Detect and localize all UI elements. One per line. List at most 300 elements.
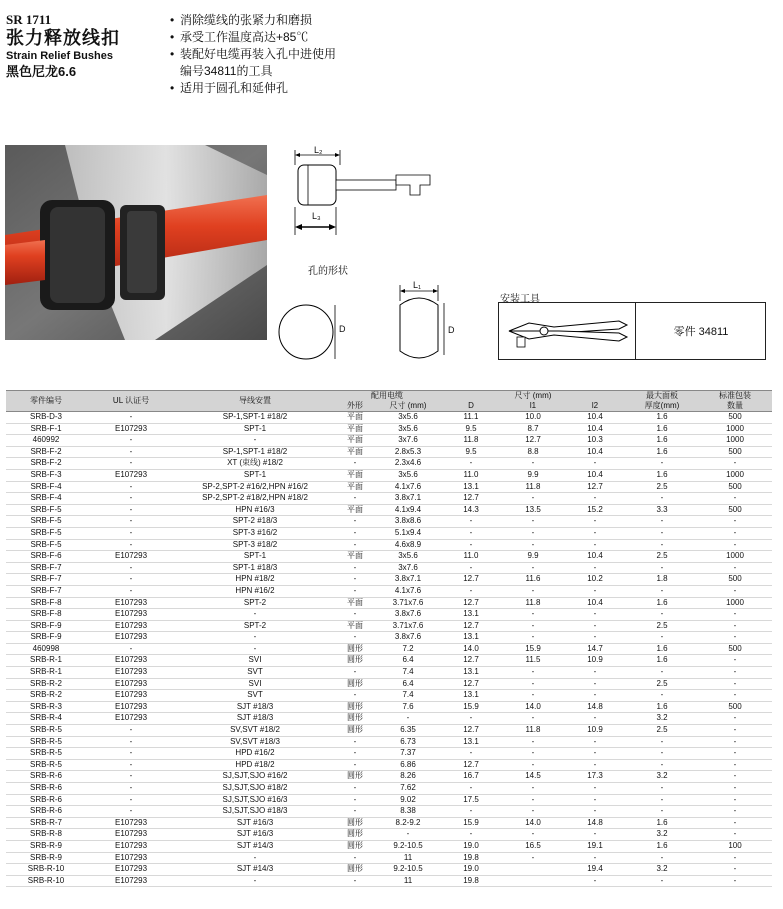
cell-size: 3x5.6 — [398, 551, 418, 561]
cell-part-no: SRB-R-10 — [27, 864, 65, 874]
cell-wire: SPT-1 — [243, 423, 267, 433]
col-header-part-no: 零件编号 — [6, 391, 86, 412]
cell-wire: SVT — [247, 667, 263, 677]
table-row — [6, 794, 772, 806]
table-row — [6, 620, 772, 632]
cell-wire: SPT-2 — [243, 597, 267, 607]
cell-dim-d: - — [469, 806, 473, 816]
cell-dim-d: 12.7 — [463, 493, 479, 503]
cell-max-panel: - — [660, 748, 664, 758]
tool-part-number: 零件 34811 — [673, 326, 729, 338]
cell-size: 11 — [403, 852, 413, 862]
cell-part-no: SRB-R-6 — [29, 783, 62, 792]
cell-max-panel: - — [660, 736, 664, 746]
cell-max-panel: - — [660, 852, 664, 862]
cell-max-panel: 1.6 — [656, 412, 668, 421]
cell-size: 6.4 — [402, 655, 414, 665]
cell-max-panel: 2.5 — [656, 678, 668, 688]
cell-dim-d: 11.1 — [463, 412, 479, 421]
cell-wire: SPT-1 — [243, 551, 267, 561]
col-header-cable-group: 配用电缆 — [334, 391, 440, 402]
cell-pack-qty: - — [733, 527, 737, 537]
cell-ul-no: - — [129, 458, 133, 468]
cell-dim-l1 — [502, 864, 564, 876]
cell-dim-d: 19.8 — [463, 875, 479, 885]
cell-dim-l1: - — [531, 527, 535, 537]
cell-shape: - — [353, 736, 357, 746]
cell-dim-l1: 15.9 — [525, 643, 541, 653]
cell-size: 5.1x9.4 — [394, 527, 422, 537]
cell-dim-d: 19.0 — [463, 864, 479, 874]
cell-shape: 平面 — [347, 435, 363, 445]
product-photo — [5, 145, 267, 340]
cell-shape: - — [353, 852, 357, 862]
cell-part-no: 460992 — [32, 435, 60, 445]
series-code: SR 1711 — [6, 12, 52, 27]
cell-wire: SP-1,SPT-1 #18/2 — [222, 412, 288, 421]
table-row — [6, 713, 772, 725]
cell-size: 3.8x7.6 — [394, 632, 422, 642]
cell-wire: SJT #18/3 — [236, 701, 274, 711]
cell-dim-d: 9.5 — [465, 446, 477, 456]
cell-ul-no: E107293 — [114, 840, 148, 850]
cell-max-panel: - — [660, 458, 664, 468]
cell-size: 7.6 — [402, 701, 414, 711]
cell-max-panel: 1.6 — [656, 701, 668, 711]
cell-wire: XT (束线) #18/2 — [227, 458, 283, 468]
cell-dim-l1: 10.0 — [525, 412, 541, 421]
table-row — [6, 412, 772, 424]
cell-shape: - — [353, 516, 357, 526]
cell-size: 9.2-10.5 — [393, 840, 423, 850]
cell-max-panel: 1.6 — [656, 597, 668, 607]
cell-wire: SPT-1 — [243, 469, 267, 479]
cell-size: 2.8x5.3 — [394, 446, 422, 456]
cell-dim-l1: 13.5 — [525, 504, 541, 514]
cell-dim-l1: 8.7 — [527, 423, 539, 433]
cell-max-panel: - — [660, 609, 664, 619]
cell-shape: - — [353, 794, 357, 804]
cell-dim-l1: - — [531, 794, 535, 804]
cell-dim-l2: 10.4 — [587, 469, 603, 479]
cell-dim-l2: - — [593, 609, 597, 619]
tool-label: 安装工具 — [500, 294, 540, 305]
cell-dim-d: 12.7 — [463, 678, 479, 688]
cell-shape: 平面 — [347, 504, 363, 514]
cell-shape: 圆形 — [347, 701, 363, 711]
cell-size: 7.2 — [402, 643, 414, 653]
cell-pack-qty: - — [733, 748, 737, 758]
cell-wire: - — [253, 435, 257, 445]
cell-part-no: SRB-R-2 — [29, 678, 62, 688]
cell-dim-l2: - — [593, 736, 597, 746]
cell-ul-no: - — [129, 759, 133, 769]
cell-wire: SPT-2 — [243, 620, 267, 630]
feature-item: • 承受工作温度高达+85℃ — [170, 29, 336, 46]
round-hole-diagram — [278, 300, 353, 365]
cell-ul-no: - — [129, 527, 133, 537]
cell-ul-no: E107293 — [114, 829, 148, 839]
table-row — [6, 574, 772, 586]
cell-max-panel: 2.5 — [656, 481, 668, 491]
cell-ul-no: - — [129, 539, 133, 549]
col-header-pack-unit: 数量 — [698, 401, 772, 412]
cell-max-panel: 2.5 — [656, 620, 668, 630]
cell-size: - — [406, 829, 410, 839]
table-row — [6, 527, 772, 539]
cell-ul-no: E107293 — [114, 690, 148, 700]
cell-dim-l2: - — [593, 783, 597, 792]
cell-dim-l2: - — [593, 759, 597, 769]
material-label: 黑色尼龙6.6 — [6, 64, 77, 79]
cell-dim-d: - — [469, 585, 473, 595]
cell-dim-l2: 10.9 — [587, 725, 603, 735]
cell-wire: SJT #14/3 — [236, 840, 274, 850]
cell-wire: - — [253, 875, 257, 885]
cell-part-no: SRB-F-2 — [30, 458, 62, 468]
product-title-cn: 张力释放线扣 — [6, 28, 120, 48]
cell-size: 3.71x7.6 — [392, 620, 424, 630]
cell-dim-l1: - — [531, 736, 535, 746]
cell-dim-d: - — [469, 516, 473, 526]
cell-pack-qty: 1000 — [726, 551, 744, 561]
cell-size: 7.62 — [400, 783, 416, 792]
cell-dim-d: 9.5 — [465, 423, 477, 433]
cell-dim-l2: - — [593, 516, 597, 526]
spec-table-body — [6, 412, 772, 887]
cell-ul-no: E107293 — [114, 817, 148, 827]
cell-shape: 圆形 — [347, 678, 363, 688]
cell-dim-l2: - — [593, 875, 597, 885]
cell-pack-qty: - — [733, 852, 737, 862]
cell-dim-d: - — [469, 829, 473, 839]
cell-wire: - — [253, 632, 257, 642]
table-row — [6, 423, 772, 435]
cell-wire: SVI — [248, 678, 262, 688]
cell-dim-l1: 14.0 — [525, 817, 541, 827]
cell-wire: SJ,SJT,SJO #16/2 — [222, 771, 288, 781]
cell-dim-d: - — [469, 783, 473, 792]
cell-part-no: SRB-R-3 — [29, 701, 62, 711]
cell-part-no: SRB-F-2 — [30, 446, 62, 456]
cell-part-no: SRB-F-5 — [30, 504, 62, 514]
cell-part-no: SRB-R-1 — [29, 667, 62, 677]
cell-part-no: SRB-F-4 — [30, 481, 62, 491]
cell-part-no: SRB-F-5 — [30, 516, 62, 526]
cell-wire: SJT #14/3 — [236, 864, 274, 874]
cell-size: 3x7.6 — [398, 435, 418, 445]
cell-max-panel: 1.6 — [656, 840, 668, 850]
cell-pack-qty: - — [733, 736, 737, 746]
cell-size: 9.2-10.5 — [393, 864, 423, 874]
cell-dim-l1: 16.5 — [525, 840, 541, 850]
table-row — [6, 759, 772, 771]
cell-dim-l2: 10.4 — [587, 412, 603, 421]
cell-part-no: SRB-R-9 — [29, 840, 62, 850]
cell-size: 7.37 — [400, 748, 416, 758]
dim-l1-label: L₁ — [413, 280, 422, 290]
cell-part-no: SRB-R-10 — [27, 875, 65, 885]
cell-shape: - — [353, 875, 357, 885]
product-header — [6, 12, 166, 81]
cell-size: 4.1x9.4 — [394, 504, 422, 514]
table-row — [6, 655, 772, 667]
cell-dim-l2: - — [593, 678, 597, 688]
cell-part-no: SRB-F-8 — [30, 597, 62, 607]
cell-wire: SPT-2 #18/3 — [232, 516, 278, 526]
cell-shape: 圆形 — [347, 725, 363, 735]
table-row — [6, 736, 772, 748]
cell-wire: SJ,SJT,SJO #18/2 — [222, 783, 288, 792]
cell-dim-l2: 15.2 — [587, 504, 603, 514]
cell-max-panel: - — [660, 585, 664, 595]
cell-pack-qty: - — [733, 817, 737, 827]
cell-size: 3.8x7.6 — [394, 609, 422, 619]
table-row — [6, 840, 772, 852]
col-header-max-panel: 最大面板 — [626, 391, 698, 402]
cell-dim-l2: 10.4 — [587, 597, 603, 607]
cell-ul-no: - — [129, 412, 133, 421]
cell-pack-qty: 100 — [728, 840, 742, 850]
cell-size: 6.86 — [400, 759, 416, 769]
cell-max-panel: 3.2 — [656, 771, 668, 781]
cell-shape: - — [353, 458, 357, 468]
cell-max-panel: 1.6 — [656, 643, 668, 653]
cell-shape: 圆形 — [347, 840, 363, 850]
cell-pack-qty: - — [733, 875, 737, 885]
cell-dim-d: 13.1 — [463, 609, 479, 619]
cell-dim-l2: 14.8 — [587, 701, 603, 711]
cell-dim-l2: 10.4 — [587, 446, 603, 456]
cell-part-no: SRB-F-7 — [30, 574, 62, 584]
cell-shape: 平面 — [347, 412, 363, 421]
cell-wire: SJT #16/3 — [236, 817, 274, 827]
cell-shape: - — [353, 759, 357, 769]
cell-part-no: SRB-R-6 — [29, 771, 62, 781]
cell-ul-no: E107293 — [114, 551, 148, 561]
cell-shape: 平面 — [347, 597, 363, 607]
cell-ul-no: E107293 — [114, 701, 148, 711]
cell-part-no: SRB-F-4 — [30, 493, 62, 503]
cell-max-panel: - — [660, 806, 664, 816]
cell-shape: 圆形 — [347, 713, 363, 723]
cell-wire: HPD #16/2 — [235, 748, 275, 758]
cell-size: 9.02 — [400, 794, 416, 804]
cell-wire: SJ,SJT,SJO #16/3 — [222, 794, 288, 804]
cell-wire: SPT-1 #18/3 — [232, 562, 278, 572]
cell-dim-d: 19.8 — [463, 852, 479, 862]
cell-size: 8.38 — [400, 806, 416, 816]
col-header-l1: l1 — [502, 401, 564, 412]
cell-dim-l2: 10.2 — [587, 574, 603, 584]
cell-dim-l1: 11.8 — [525, 725, 541, 735]
cell-dim-d: 16.7 — [463, 771, 479, 781]
cell-dim-l2: - — [593, 632, 597, 642]
bush-side-diagram — [290, 145, 450, 240]
table-row — [6, 469, 772, 481]
feature-item: • 适用于圆孔和延伸孔 — [170, 80, 336, 97]
cell-wire: SP-1,SPT-1 #18/2 — [222, 446, 288, 456]
cell-size: 6.4 — [402, 678, 414, 688]
cell-dim-l1: - — [531, 678, 535, 688]
cell-dim-d: - — [469, 458, 473, 468]
cell-size: 6.73 — [400, 736, 416, 746]
cell-pack-qty: - — [733, 562, 737, 572]
cell-part-no: SRB-F-5 — [30, 539, 62, 549]
cell-ul-no: E107293 — [114, 667, 148, 677]
cell-pack-qty: 500 — [728, 446, 742, 456]
cell-size: 6.35 — [400, 725, 416, 735]
cell-pack-qty: 500 — [728, 504, 742, 514]
cell-dim-l1: - — [531, 562, 535, 572]
cell-dim-d: 13.1 — [463, 736, 479, 746]
col-header-size: 尺寸 (mm) — [376, 401, 440, 412]
cell-size: 11 — [403, 875, 413, 885]
extended-hole-diagram — [390, 280, 470, 365]
table-row — [6, 829, 772, 841]
cell-ul-no: - — [129, 736, 133, 746]
cell-dim-l1: 14.0 — [525, 701, 541, 711]
cell-shape: 平面 — [347, 469, 363, 479]
cell-ul-no: - — [129, 435, 133, 445]
cell-dim-l2: 17.3 — [587, 771, 603, 781]
cell-ul-no: - — [129, 783, 133, 792]
cell-dim-l2: - — [593, 493, 597, 503]
cell-ul-no: - — [129, 562, 133, 572]
cell-dim-l2: - — [593, 527, 597, 537]
cell-part-no: SRB-R-5 — [29, 725, 62, 735]
cell-max-panel: - — [660, 783, 664, 792]
cell-dim-l1: 11.8 — [525, 481, 541, 491]
cell-pack-qty: - — [733, 783, 737, 792]
cell-wire: SVT — [247, 690, 263, 700]
table-row — [6, 771, 772, 783]
table-row — [6, 585, 772, 597]
cell-ul-no: - — [129, 748, 133, 758]
dim-d-label: D — [448, 325, 455, 335]
cell-pack-qty: - — [733, 493, 737, 503]
cell-dim-d: 13.1 — [463, 690, 479, 700]
cell-dim-l2: - — [593, 748, 597, 758]
cell-dim-d: 15.9 — [463, 701, 479, 711]
cell-dim-d: - — [469, 562, 473, 572]
tool-box — [498, 302, 766, 360]
cell-dim-l2: - — [593, 794, 597, 804]
cell-size: 8.2-9.2 — [395, 817, 421, 827]
cell-wire: - — [253, 852, 257, 862]
col-header-max-panel-unit: 厚度(mm) — [626, 401, 698, 412]
cell-size: 4.1x7.6 — [394, 481, 422, 491]
product-title-en: Strain Relief Bushes — [6, 50, 113, 62]
cell-ul-no: E107293 — [114, 609, 148, 619]
cell-dim-l1: 12.7 — [525, 435, 541, 445]
cell-ul-no: E107293 — [114, 713, 148, 723]
cell-dim-d: 13.1 — [463, 632, 479, 642]
cell-wire: SJT #16/3 — [236, 829, 274, 839]
cell-pack-qty: - — [733, 829, 737, 839]
cell-part-no: SRB-R-5 — [29, 759, 62, 769]
cell-ul-no: E107293 — [114, 632, 148, 642]
cell-shape: - — [353, 539, 357, 549]
cell-max-panel: 3.2 — [656, 864, 668, 874]
cell-ul-no: - — [129, 481, 133, 491]
feature-item-continued: 编号34811的工具 — [180, 64, 273, 78]
cell-shape: - — [353, 493, 357, 503]
cell-dim-l1: - — [531, 620, 535, 630]
cell-dim-d: 14.0 — [463, 643, 479, 653]
cell-size: 7.4 — [402, 690, 414, 700]
cell-shape: - — [353, 690, 357, 700]
cell-dim-l2: 10.9 — [587, 655, 603, 665]
cell-shape: 圆形 — [347, 771, 363, 781]
cell-ul-no: - — [129, 806, 133, 816]
cell-pack-qty: - — [733, 759, 737, 769]
cell-wire: SPT-3 #18/2 — [232, 539, 278, 549]
cell-ul-no: E107293 — [114, 620, 148, 630]
cell-ul-no: - — [129, 516, 133, 526]
cell-max-panel: 1.6 — [656, 435, 668, 445]
cell-max-panel: 1.6 — [656, 423, 668, 433]
cell-dim-d: 14.3 — [463, 504, 479, 514]
cell-max-panel: 1.6 — [656, 446, 668, 456]
cell-wire: - — [253, 643, 257, 653]
hole-shape-label: 孔的形状 — [308, 266, 348, 277]
cell-part-no: SRB-F-5 — [30, 527, 62, 537]
cell-pack-qty: - — [733, 516, 737, 526]
table-row — [6, 597, 772, 609]
cell-max-panel: - — [660, 875, 664, 885]
cell-dim-d: 12.7 — [463, 759, 479, 769]
cell-pack-qty: - — [733, 667, 737, 677]
cell-ul-no: E107293 — [114, 875, 148, 885]
cell-size: 3x5.6 — [398, 423, 418, 433]
cell-wire: SP-2,SPT-2 #18/2,HPN #18/2 — [202, 493, 308, 503]
cell-shape: - — [353, 667, 357, 677]
feature-item: • 装配好电缆再装入孔中进使用 — [170, 46, 336, 63]
cell-part-no: SRB-R-9 — [29, 852, 62, 862]
cell-size: 3x5.6 — [398, 469, 418, 479]
cell-size: 7.4 — [402, 667, 414, 677]
table-row — [6, 678, 772, 690]
cell-dim-d: 12.7 — [463, 655, 479, 665]
cell-ul-no: E107293 — [114, 864, 148, 874]
cell-shape: 平面 — [347, 446, 363, 456]
cell-wire: SPT-3 #16/2 — [232, 527, 278, 537]
table-row — [6, 852, 772, 864]
cell-shape: - — [353, 585, 357, 595]
cell-pack-qty: - — [733, 632, 737, 642]
cell-shape: 平面 — [347, 423, 363, 433]
cell-pack-qty: - — [733, 585, 737, 595]
cell-pack-qty: 1000 — [726, 423, 744, 433]
cell-size: 2.3x4.6 — [394, 458, 422, 468]
cell-shape: - — [353, 609, 357, 619]
cell-ul-no: E107293 — [114, 597, 148, 607]
cell-pack-qty: - — [733, 864, 737, 874]
table-row — [6, 435, 772, 447]
cell-dim-l1: - — [531, 713, 535, 723]
feature-list — [170, 12, 336, 97]
cell-dim-l1: 8.8 — [527, 446, 539, 456]
table-row — [6, 864, 772, 876]
cell-pack-qty: 500 — [728, 643, 742, 653]
cell-pack-qty: 1000 — [726, 597, 744, 607]
cell-pack-qty: - — [733, 655, 737, 665]
cell-dim-l1: - — [531, 539, 535, 549]
cell-pack-qty: - — [733, 539, 737, 549]
cell-wire: SJ,SJT,SJO #18/3 — [222, 806, 288, 816]
table-row — [6, 562, 772, 574]
